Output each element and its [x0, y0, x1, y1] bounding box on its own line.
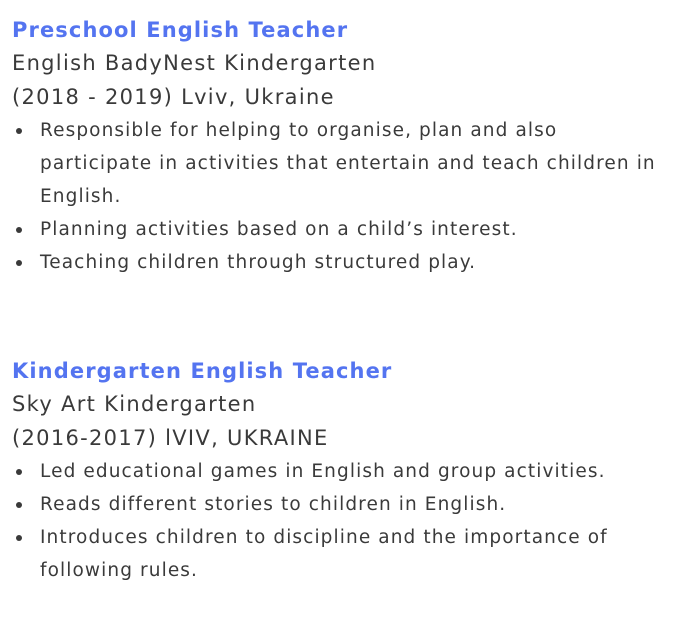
bullet-icon: [16, 227, 22, 233]
bullet-text: Planning activities based on a child’s interest.: [40, 219, 518, 240]
list-item: [12, 521, 672, 587]
list-item: [12, 246, 672, 279]
bullet-text: Responsible for helping to organise, plan and also participate in activities that entertain and teach children in English.: [40, 120, 656, 207]
job-title: Preschool English Teacher: [12, 18, 349, 42]
bullet-icon: [16, 260, 22, 266]
employment-dates: (2016-2017) lVIV, UKRAINE: [12, 426, 329, 450]
list-item: [12, 455, 672, 488]
bullet-icon: [16, 128, 22, 134]
job-entry-preschool: [12, 14, 672, 279]
bullet-text: Introduces children to discipline and the importance of following rules.: [40, 527, 608, 581]
responsibilities-list: [12, 114, 672, 279]
job-title: Kindergarten English Teacher: [12, 359, 393, 383]
bullet-icon: [16, 469, 22, 475]
company-name: Sky Art Kindergarten: [12, 392, 257, 416]
bullet-icon: [16, 535, 22, 541]
list-item: [12, 213, 672, 246]
list-item: [12, 114, 672, 213]
responsibilities-list: [12, 455, 672, 587]
bullet-text: Led educational games in English and group activities.: [40, 461, 606, 482]
employment-dates: (2018 - 2019) Lviv, Ukraine: [12, 85, 335, 109]
job-entry-kindergarten: [12, 355, 672, 587]
company-name: English BadyNest Kindergarten: [12, 51, 377, 75]
bullet-text: Reads different stories to children in English.: [40, 494, 507, 515]
bullet-icon: [16, 502, 22, 508]
bullet-text: Teaching children through structured play.: [40, 252, 477, 273]
list-item: [12, 488, 672, 521]
